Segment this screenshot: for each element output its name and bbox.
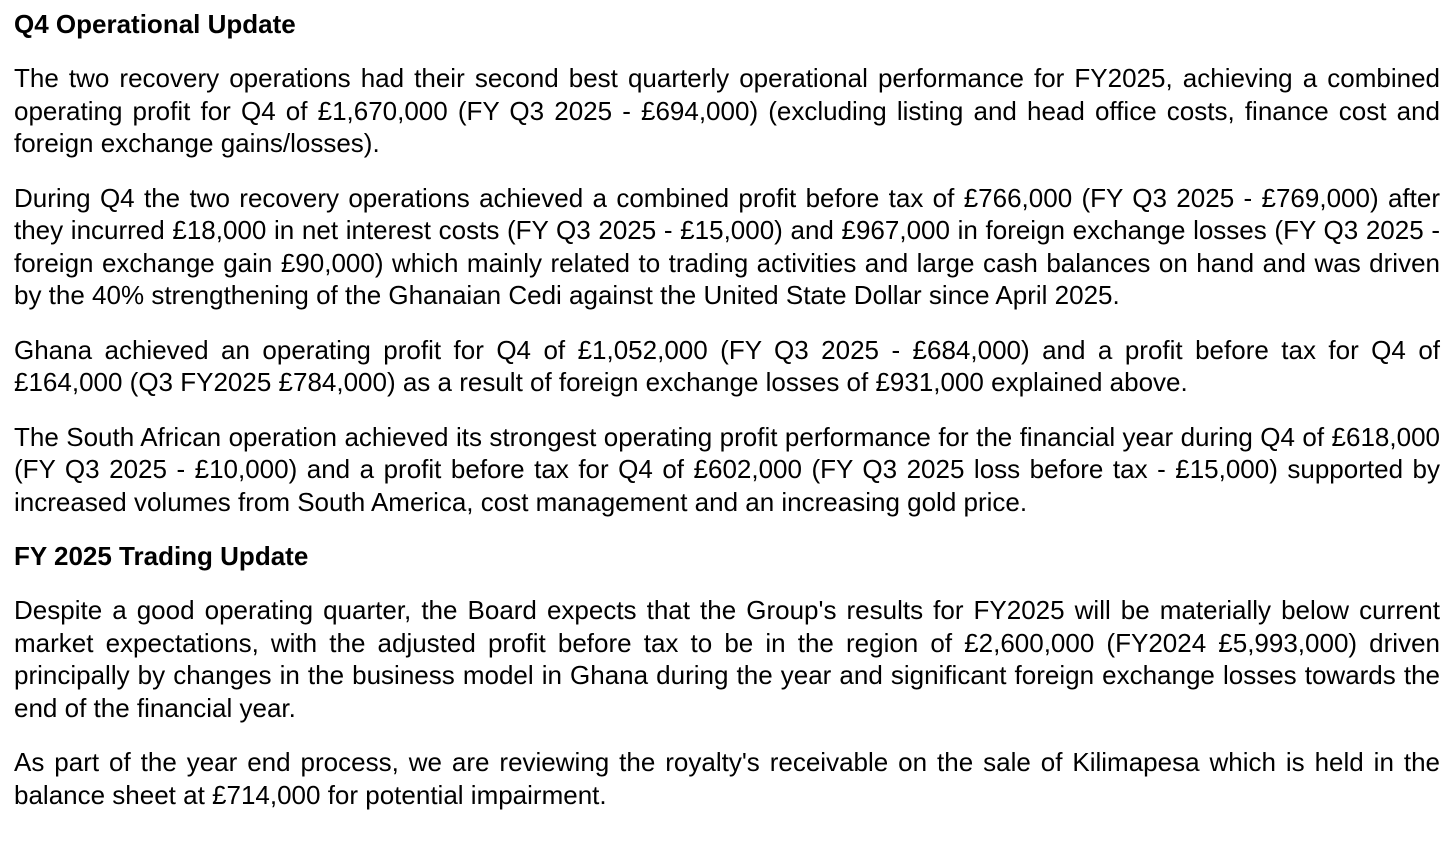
paragraph-board-expectations: Despite a good operating quarter, the Board expects that the Group's results for FY2025 will be materially below current market expectations, with the adjusted profit before tax to be in the region of £2,600,000 (FY2024 £5,993,000) driven principally by changes in the business model in Ghana during the year and significant foreign exchange losses towards the end of the financial year. bbox=[14, 595, 1440, 723]
paragraph-combined-operating-profit: The two recovery operations had their second best quarterly operational performance for FY2025, achieving a combined operating profit for Q4 of £1,670,000 (FY Q3 2025 - £694,000) (excluding listing and head office costs, finance cost and foreign exchange gains/losses). bbox=[14, 63, 1440, 158]
section-heading: FY 2025 Trading Update bbox=[14, 541, 309, 571]
document bbox=[14, 8, 1440, 811]
section-heading: Q4 Operational Update bbox=[14, 9, 296, 39]
paragraph-kilimapesa-royalty: As part of the year end process, we are reviewing the royalty's receivable on the sale of Kilimapesa which is held in the balance sheet at £714,000 for potential impairment. bbox=[14, 747, 1440, 810]
paragraph-ghana-results: Ghana achieved an operating profit for Q4 of £1,052,000 (FY Q3 2025 - £684,000) and a profit before tax for Q4 of £164,000 (Q3 FY2025 £784,000) as a result of foreign exchange losses of £931,000 explained above. bbox=[14, 334, 1440, 397]
section-fy2025-trading-update bbox=[14, 540, 1440, 811]
paragraph-combined-profit-before-tax: During Q4 the two recovery operations achieved a combined profit before tax of £766,000 (FY Q3 2025 - £769,000) after they incurred £18,000 in net interest costs (FY Q3 2025 - £15,000) and £967,000 in foreign exchange losses (FY Q3 2025 - foreign exchange gain £90,000) which mainly related to trading activities and large cash balances on hand and was driven by the 40% strengthening of the Ghanaian Cedi against the United State Dollar since April 2025. bbox=[14, 182, 1440, 310]
section-q4-operational-update bbox=[14, 8, 1440, 518]
paragraph-south-africa-results: The South African operation achieved its strongest operating profit performance for the financial year during Q4 of £618,000 (FY Q3 2025 - £10,000) and a profit before tax for Q4 of £602,000 (FY Q3 2025 loss before tax - £15,000) supported by increased volumes from South America, cost management and an increasing gold price. bbox=[14, 421, 1440, 517]
